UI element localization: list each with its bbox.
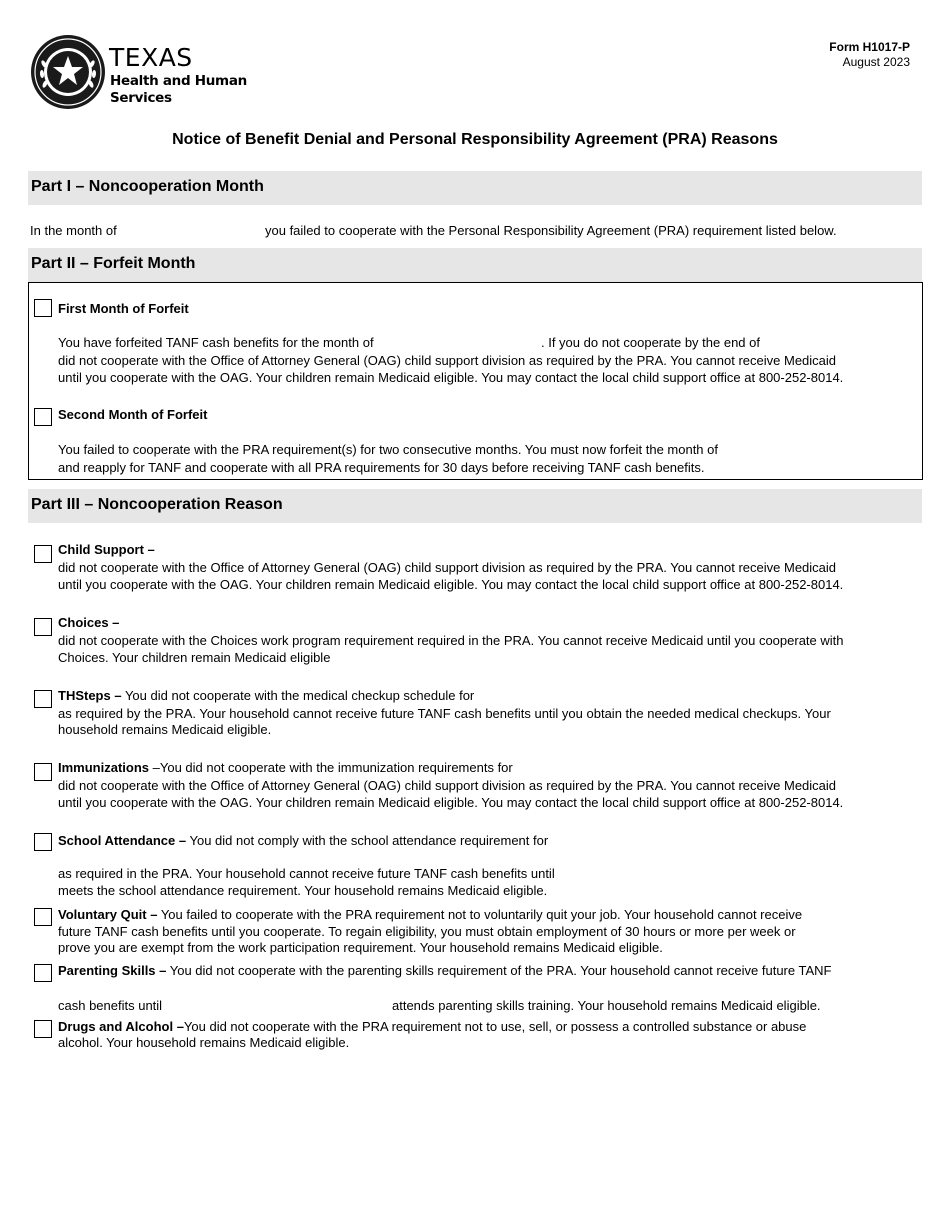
second-month-line1: You failed to cooperate with the PRA requirement(s) for two consecutive months. You must now forfeit the month of	[58, 442, 718, 457]
parenting-skills-checkbox[interactable]	[34, 964, 52, 982]
drugs-alcohol-checkbox[interactable]	[34, 1020, 52, 1038]
drugs-text: You did not cooperate with the PRA requirement not to use, sell, or possess a controlled substance or abuse	[183, 1019, 807, 1034]
drugs-line1: alcohol. Your household remains Medicaid eligible.	[58, 1035, 350, 1050]
school-title: School Attendance –	[58, 833, 187, 848]
logo-texas-text: TEXAS	[109, 43, 193, 72]
part2-band	[28, 248, 922, 282]
part1-text-b: you failed to cooperate with the Personal Responsibility Agreement (PRA) requirement listed below.	[265, 223, 837, 238]
parenting-line1b: attends parenting skills training. Your household remains Medicaid eligible.	[392, 998, 821, 1013]
voluntary-quit-checkbox[interactable]	[34, 908, 52, 926]
part3-band	[28, 489, 922, 523]
choices-line2: Choices. Your children remain Medicaid eligible	[58, 650, 331, 665]
choices-title: Choices –	[58, 615, 120, 630]
texas-seal-icon	[30, 34, 106, 110]
form-number: Form H1017-P	[829, 40, 910, 54]
immunizations-line2: until you cooperate with the OAG. Your children remain Medicaid eligible. You may contact the local child support office at 800-252-8014.	[58, 795, 844, 810]
second-month-title: Second Month of Forfeit	[58, 407, 208, 422]
voluntary-quit-text: You failed to cooperate with the PRA requirement not to voluntarily quit your job. Your household cannot receive	[157, 907, 803, 922]
noncooperation-month-field[interactable]	[125, 220, 263, 240]
child-support-line1: did not cooperate with the Office of Attorney General (OAG) child support division as required by the PRA. You cannot receive Medicaid	[58, 560, 837, 575]
school-line1: as required in the PRA. Your household cannot receive future TANF cash benefits until	[58, 866, 555, 881]
logo-subtitle	[110, 73, 247, 107]
thsteps-heading-line	[58, 687, 474, 704]
immunizations-checkbox[interactable]	[34, 763, 52, 781]
thsteps-checkbox[interactable]	[34, 690, 52, 708]
second-month-checkbox[interactable]	[34, 408, 52, 426]
parenting-name-field[interactable]	[172, 994, 390, 1014]
first-month-line3: until you cooperate with the OAG. Your children remain Medicaid eligible. You may contact the local child support office at 800-252-8014.	[58, 370, 844, 385]
immunizations-title: Immunizations	[58, 760, 150, 775]
parenting-heading-line	[58, 962, 831, 979]
immunizations-heading-line	[58, 759, 513, 776]
form-date: August 2023	[842, 55, 910, 69]
child-support-title: Child Support –	[58, 542, 155, 557]
second-month-line2: and reapply for TANF and cooperate with all PRA requirements for 30 days before receiving TANF cash benefits.	[58, 460, 705, 475]
parenting-line1a: cash benefits until	[58, 998, 163, 1013]
child-support-checkbox[interactable]	[34, 545, 52, 563]
first-month-line2: did not cooperate with the Office of Attorney General (OAG) child support division as required by the PRA. You cannot receive Medicaid	[58, 353, 837, 368]
immunizations-text: –You did not cooperate with the immunization requirements for	[149, 760, 513, 775]
school-attendance-checkbox[interactable]	[34, 833, 52, 851]
voluntary-quit-heading-line	[58, 906, 802, 923]
first-month-line1a: You have forfeited TANF cash benefits for the month of	[58, 335, 374, 350]
part1-band	[28, 171, 922, 205]
first-month-title: First Month of Forfeit	[58, 301, 189, 316]
thsteps-title: THSteps –	[58, 688, 122, 703]
page-title: Notice of Benefit Denial and Personal Responsibility Agreement (PRA) Reasons	[172, 131, 778, 148]
logo-line-2: Services	[110, 90, 172, 106]
part1-text-a: In the month of	[30, 223, 117, 238]
school-line2: meets the school attendance requirement. Your household remains Medicaid eligible.	[58, 883, 548, 898]
school-text: You did not comply with the school attendance requirement for	[186, 833, 549, 848]
school-heading-line	[58, 832, 548, 849]
first-month-checkbox[interactable]	[34, 299, 52, 317]
thsteps-line2: household remains Medicaid eligible.	[58, 722, 272, 737]
voluntary-quit-line2: prove you are exempt from the work participation requirement. Your household remains Medicaid eligible.	[58, 940, 663, 955]
voluntary-quit-line1: future TANF cash benefits until you cooperate. To regain eligibility, you must obtain employment of 30 hours or more per week or	[58, 924, 796, 939]
forfeit-month-field[interactable]	[402, 332, 540, 352]
child-support-line2: until you cooperate with the OAG. Your children remain Medicaid eligible. You may contact the local child support office at 800-252-8014.	[58, 577, 844, 592]
parenting-text: You did not cooperate with the parenting skills requirement of the PRA. Your household cannot receive future TANF	[166, 963, 832, 978]
drugs-heading-line	[58, 1018, 806, 1035]
choices-checkbox[interactable]	[34, 618, 52, 636]
part2-heading: Part II – Forfeit Month	[31, 255, 196, 272]
choices-line1: did not cooperate with the Choices work program requirement required in the PRA. You cannot receive Medicaid until you cooperate with	[58, 633, 844, 648]
voluntary-quit-title: Voluntary Quit –	[58, 907, 158, 922]
thsteps-text: You did not cooperate with the medical checkup schedule for	[121, 688, 475, 703]
immunizations-line1: did not cooperate with the Office of Attorney General (OAG) child support division as required by the PRA. You cannot receive Medicaid	[58, 778, 837, 793]
parenting-title: Parenting Skills –	[58, 963, 167, 978]
first-month-line1b: . If you do not cooperate by the end of	[541, 335, 760, 350]
drugs-title: Drugs and Alcohol –	[58, 1019, 184, 1034]
part3-heading: Part III – Noncooperation Reason	[31, 496, 283, 513]
logo-line-1: Health and Human	[110, 73, 247, 89]
thsteps-line1: as required by the PRA. Your household cannot receive future TANF cash benefits until you obtain the needed medical checkups. Your	[58, 706, 831, 721]
form-number-block	[829, 40, 910, 70]
part1-heading: Part I – Noncooperation Month	[31, 178, 264, 195]
